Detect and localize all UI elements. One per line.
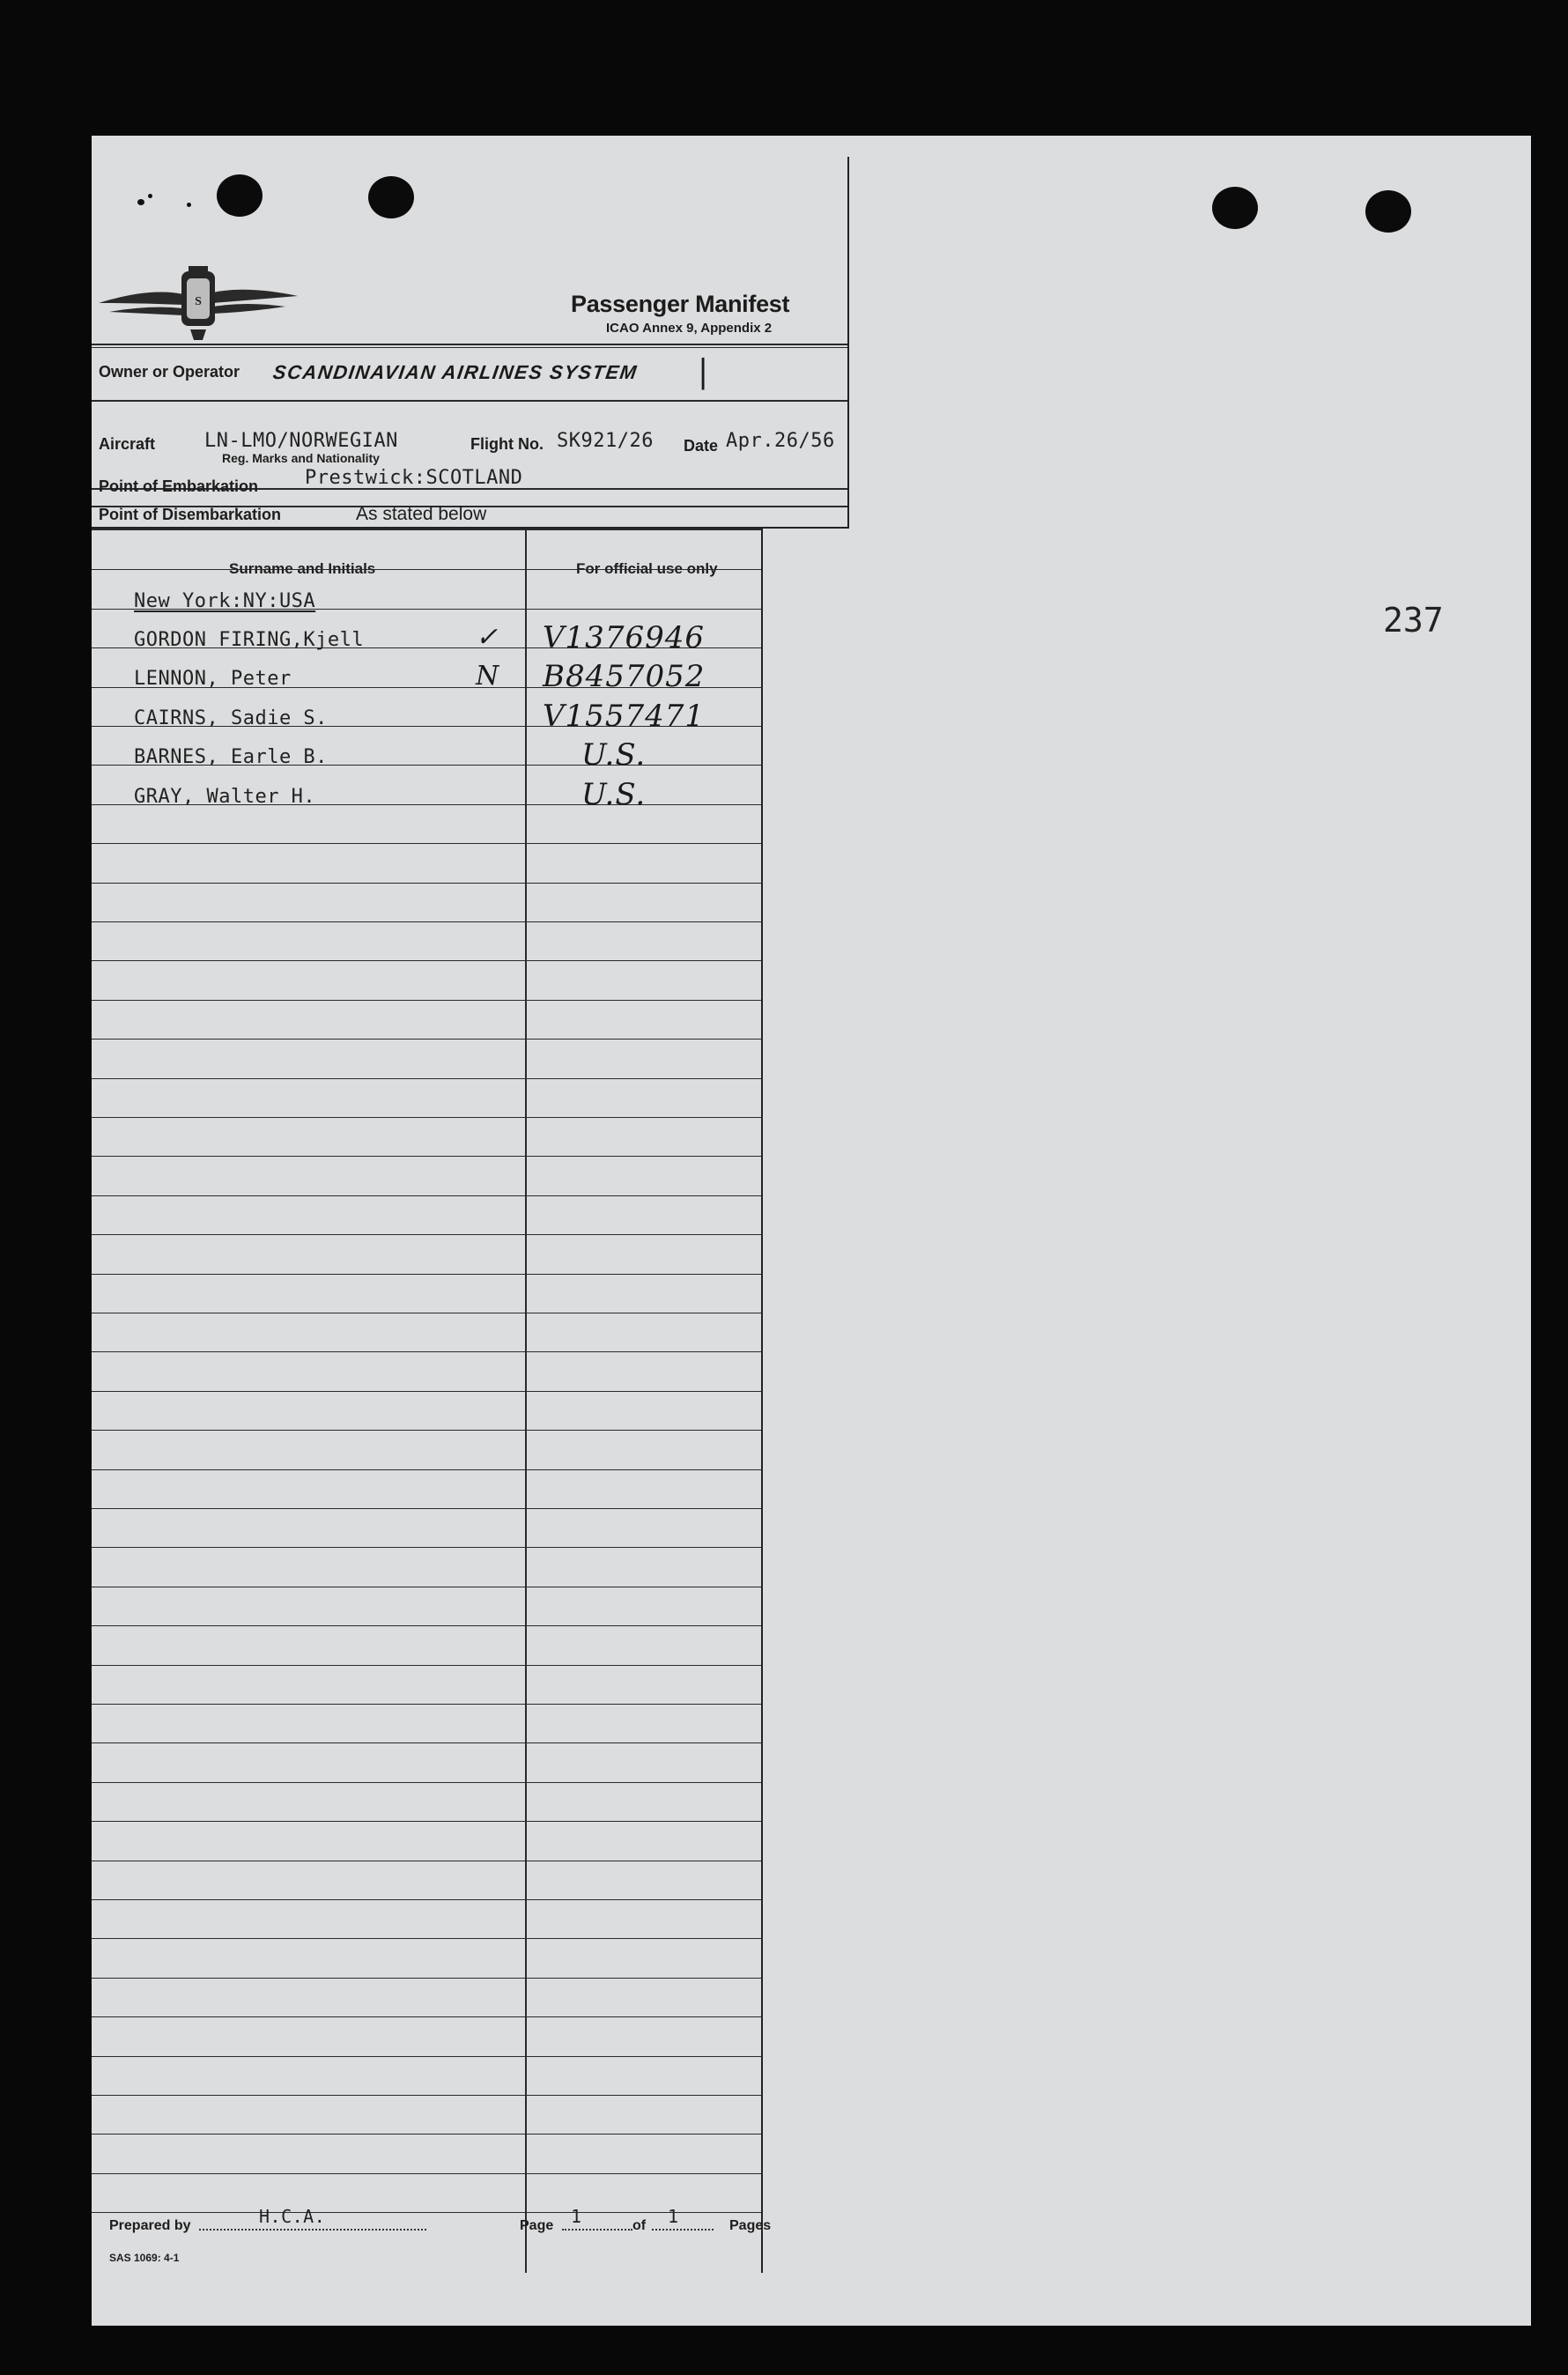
form-code: SAS 1069: 4-1	[109, 2252, 180, 2264]
header-divider	[92, 344, 847, 345]
table-rule-line	[92, 569, 761, 570]
table-rule-line	[92, 1978, 761, 1979]
official-entry: U.S.	[581, 777, 647, 812]
table-rule-line	[92, 960, 761, 961]
disembarkation-value: As stated below	[356, 504, 487, 524]
flight-label: Flight No.	[470, 435, 544, 453]
table-rule-line	[92, 1665, 761, 1666]
passenger-name: GRAY, Walter H.	[134, 786, 316, 808]
table-rule-line	[92, 843, 761, 844]
passenger-name: BARNES, Earle B.	[134, 746, 328, 768]
official-entry: V1376946	[543, 620, 705, 655]
table-rule-line	[92, 883, 761, 884]
operator-value: SCANDINAVIAN AIRLINES SYSTEM	[271, 361, 640, 383]
table-rule-line	[92, 2173, 761, 2174]
table-rule-line	[92, 1234, 761, 1235]
embarkation-label: Point of Embarkation	[99, 477, 259, 495]
manifest-sheet	[92, 136, 1531, 2326]
punch-hole	[1212, 187, 1258, 229]
passenger-name: LENNON, Peter	[134, 668, 292, 690]
form-title: Passenger Manifest	[571, 291, 790, 317]
table-rule-line	[92, 1195, 761, 1196]
table-rule-line	[92, 1938, 761, 1939]
date-value: Apr.26/56	[726, 430, 835, 452]
passenger-check-mark: N	[476, 661, 500, 692]
table-top-border	[92, 529, 761, 530]
table-rule-line	[92, 1391, 761, 1392]
page-value: 1	[571, 2206, 582, 2227]
column-header-official: For official use only	[576, 560, 718, 577]
table-rule-line	[92, 1469, 761, 1470]
passenger-name: GORDON FIRING,Kjell	[134, 629, 365, 651]
page-dots	[562, 2229, 632, 2231]
flight-value: SK921/26	[557, 430, 654, 452]
table-rule-line	[92, 1351, 761, 1352]
table-rule-line	[92, 1782, 761, 1783]
official-entry: B8457052	[543, 659, 706, 694]
table-rule-line	[92, 1899, 761, 1900]
date-label: Date	[684, 437, 719, 455]
header-divider	[92, 347, 847, 348]
table-rule-line	[92, 2056, 761, 2057]
table-rule-line	[92, 1274, 761, 1275]
table-rule-line	[92, 1821, 761, 1822]
table-rule-line	[92, 1742, 761, 1743]
of-label: of	[632, 2218, 647, 2233]
page-number: 237	[1383, 601, 1444, 640]
table-rule-line	[92, 1078, 761, 1079]
table-rule-line	[92, 1156, 761, 1157]
of-dots	[652, 2229, 714, 2231]
disembarkation-label: Point of Disembarkation	[99, 506, 282, 523]
table-rule-line	[92, 921, 761, 922]
passenger-check-mark: ✓	[476, 622, 499, 653]
prepared-by-value: H.C.A.	[259, 2206, 326, 2227]
table-rule-line	[92, 1547, 761, 1548]
table-rule-line	[92, 2016, 761, 2017]
table-rule-line	[92, 1625, 761, 1626]
column-divider	[525, 529, 527, 2273]
prepared-by-dots	[199, 2229, 426, 2231]
official-entry: V1557471	[543, 699, 705, 734]
aircraft-label: Aircraft	[99, 435, 156, 453]
operator-label: Owner or Operator	[99, 363, 240, 381]
of-value: 1	[668, 2206, 679, 2227]
pages-label: Pages	[729, 2218, 772, 2233]
destination-text: New York:NY:USA	[134, 590, 316, 612]
operator-mark: |	[698, 354, 710, 390]
aircraft-value: LN-LMO/NORWEGIAN	[204, 430, 398, 452]
header-divider	[92, 400, 847, 402]
sas-winged-logo	[97, 264, 300, 344]
form-subtitle: ICAO Annex 9, Appendix 2	[606, 321, 773, 336]
table-rule-line	[92, 1430, 761, 1431]
prepared-by-label: Prepared by	[109, 2218, 191, 2233]
passenger-name: CAIRNS, Sadie S.	[134, 707, 328, 729]
column-header-name: Surname and Initials	[229, 560, 376, 577]
aircraft-sublabel: Reg. Marks and Nationality	[222, 451, 380, 465]
table-rule-line	[92, 2212, 761, 2213]
table-rule-line	[92, 1000, 761, 1001]
punch-hole	[1365, 190, 1411, 233]
table-rule-line	[92, 2134, 761, 2135]
embarkation-value: Prestwick:SCOTLAND	[305, 467, 523, 489]
svg-text:S: S	[195, 295, 202, 308]
table-rule-line	[92, 2095, 761, 2096]
table-rule-line	[92, 1117, 761, 1118]
page-label: Page	[520, 2218, 554, 2233]
table-rule-line	[92, 1039, 761, 1040]
official-entry: U.S.	[581, 737, 647, 773]
table-rule-line	[92, 1508, 761, 1509]
table-rule-line	[92, 1704, 761, 1705]
